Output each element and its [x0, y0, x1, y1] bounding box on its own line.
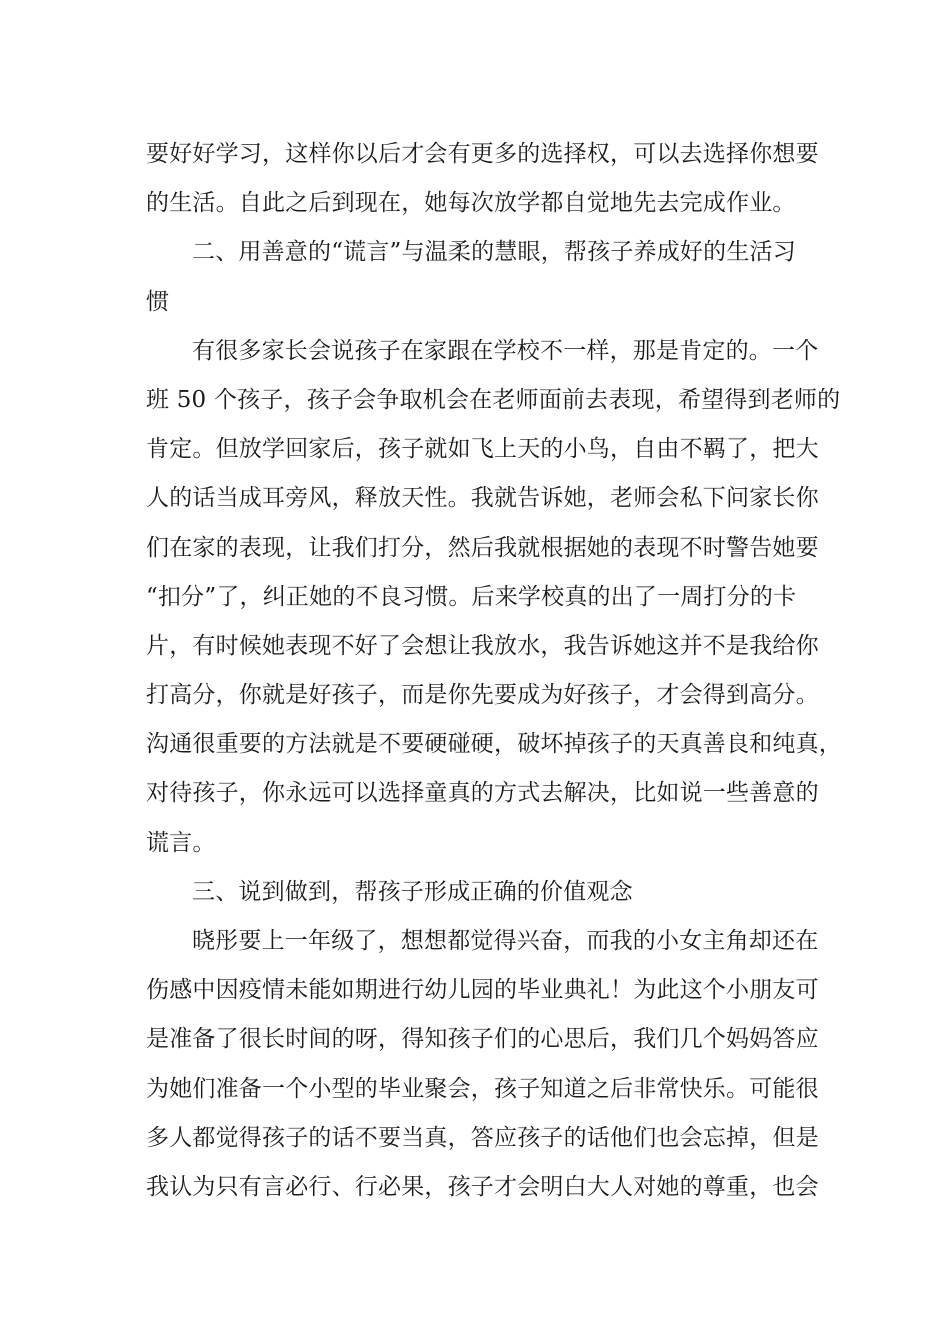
section-heading-continued: 惯 — [146, 288, 170, 315]
text-line: 多人都觉得孩子的话不要当真，答应孩子的话他们也会忘掉，但是 — [146, 1124, 819, 1151]
text-line: 班 50 个孩子，孩子会争取机会在老师面前去表现，希望得到老师的 — [146, 386, 841, 413]
text-line: 晓彤要上一年级了，想想都觉得兴奋，而我的小女主角却还在 — [192, 928, 819, 954]
text-line: 谎言。 — [146, 829, 216, 856]
text-line: 有很多家长会说孩子在家跟在学校不一样，那是肯定的。一个 — [192, 337, 819, 364]
text-line: “扣分”了，纠正她的不良习惯。后来学校真的出了一周打分的卡 — [146, 583, 797, 610]
text-line: 肯定。但放学回家后，孩子就如飞上天的小鸟，自由不羁了，把大 — [146, 436, 819, 463]
document-body — [146, 130, 842, 1212]
text-line: 我认为只有言必行、行必果，孩子才会明白大人对她的尊重，也会 — [146, 1173, 819, 1200]
text-line: 对待孩子，你永远可以选择童真的方式去解决，比如说一些善意的 — [146, 780, 819, 807]
text-line: 是准备了很长时间的呀，得知孩子们的心思后，我们几个妈妈答应 — [146, 1026, 819, 1053]
text-line: 要好好学习，这样你以后才会有更多的选择权，可以去选择你想要 — [146, 141, 819, 167]
text-line: 沟通很重要的方法就是不要硬碰硬，破坏掉孩子的天真善良和纯真， — [146, 731, 842, 758]
text-line: 为她们准备一个小型的毕业聚会，孩子知道之后非常快乐。可能很 — [146, 1075, 819, 1102]
text-line: 的生活。自此之后到现在，她每次放学都自觉地先去完成作业。 — [146, 190, 796, 217]
text-line: 伤感中因疫情未能如期进行幼儿园的毕业典礼！为此这个小朋友可 — [146, 977, 819, 1004]
section-heading: 三、说到做到，帮孩子形成正确的价值观念 — [192, 878, 633, 905]
text-line: 人的话当成耳旁风，释放天性。我就告诉她，老师会私下问家长你 — [146, 485, 819, 512]
text-line: 打高分，你就是好孩子，而是你先要成为好孩子，才会得到高分。 — [146, 682, 819, 709]
text-line: 们在家的表现，让我们打分，然后我就根据她的表现不时警告她要 — [146, 534, 819, 561]
section-heading: 二、用善意的“谎言”与温柔的慧眼，帮孩子养成好的生活习 — [192, 239, 796, 266]
text-line: 片，有时候她表现不好了会想让我放水，我告诉她这并不是我给你 — [146, 632, 819, 659]
